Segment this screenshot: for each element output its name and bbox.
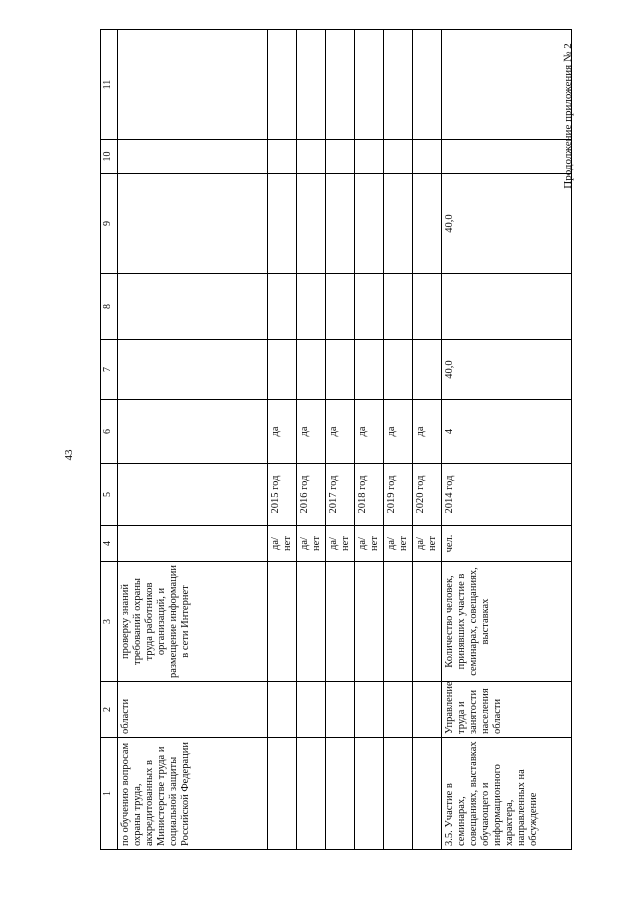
executor-text bbox=[384, 682, 413, 738]
value-cell bbox=[297, 30, 326, 140]
year-cell: 2018 год bbox=[355, 464, 384, 526]
measure-text: по обучению вопросам охраны труда, аккредитованных в Министерстве труда и социальной защиты Российской Федерации bbox=[118, 738, 268, 850]
value-cell: 40,0 bbox=[442, 340, 572, 400]
indicator-text bbox=[413, 562, 442, 682]
measure-text bbox=[355, 738, 384, 850]
measure-text: 3.5. Участие в семинарах, совещаниях, выставках обучающего и информационного характера, направленных на обсуждение bbox=[442, 738, 572, 850]
value-cell bbox=[118, 400, 268, 464]
table-row bbox=[384, 30, 413, 850]
value-cell bbox=[384, 340, 413, 400]
value-cell bbox=[268, 30, 297, 140]
value-cell: да bbox=[297, 400, 326, 464]
value-cell: да bbox=[326, 400, 355, 464]
page-number: 43 bbox=[63, 449, 75, 461]
value-cell bbox=[326, 340, 355, 400]
measure-text bbox=[297, 738, 326, 850]
value-cell bbox=[413, 140, 442, 174]
value-cell bbox=[118, 174, 268, 274]
unit-cell: да/ нет bbox=[326, 526, 355, 562]
value-cell bbox=[118, 340, 268, 400]
value-cell bbox=[118, 140, 268, 174]
value-cell: да bbox=[384, 400, 413, 464]
value-cell bbox=[355, 274, 384, 340]
value-cell bbox=[297, 340, 326, 400]
value-cell bbox=[355, 340, 384, 400]
year-cell: 2020 год bbox=[413, 464, 442, 526]
value-cell bbox=[413, 174, 442, 274]
value-cell bbox=[442, 274, 572, 340]
year-cell: 2015 год bbox=[268, 464, 297, 526]
year-cell: 2017 год bbox=[326, 464, 355, 526]
indicator-text bbox=[268, 562, 297, 682]
year-cell bbox=[118, 464, 268, 526]
indicator-text bbox=[297, 562, 326, 682]
value-cell bbox=[326, 274, 355, 340]
unit-cell: да/ нет bbox=[268, 526, 297, 562]
column-number: 3 bbox=[101, 562, 118, 682]
unit-cell: да/ нет bbox=[413, 526, 442, 562]
unit-cell: да/ нет bbox=[384, 526, 413, 562]
value-cell bbox=[297, 174, 326, 274]
table-row bbox=[268, 30, 297, 850]
executor-text: области bbox=[118, 682, 268, 738]
measure-text bbox=[413, 738, 442, 850]
value-cell: 4 bbox=[442, 400, 572, 464]
value-cell bbox=[326, 30, 355, 140]
year-cell: 2014 год bbox=[442, 464, 572, 526]
value-cell: да bbox=[355, 400, 384, 464]
value-cell bbox=[326, 140, 355, 174]
column-number: 4 bbox=[101, 526, 118, 562]
value-cell bbox=[384, 30, 413, 140]
continuation-header: Продолжение приложения № 2 bbox=[562, 43, 574, 189]
executor-text bbox=[355, 682, 384, 738]
table-row bbox=[118, 30, 268, 850]
value-cell: 40,0 bbox=[442, 174, 572, 274]
column-number: 5 bbox=[101, 464, 118, 526]
table-row bbox=[326, 30, 355, 850]
indicator-text bbox=[384, 562, 413, 682]
indicator-text bbox=[355, 562, 384, 682]
value-cell bbox=[355, 140, 384, 174]
unit-cell: да/ нет bbox=[355, 526, 384, 562]
executor-text bbox=[326, 682, 355, 738]
column-number: 7 bbox=[101, 340, 118, 400]
value-cell bbox=[268, 140, 297, 174]
value-cell bbox=[297, 274, 326, 340]
table-row bbox=[355, 30, 384, 850]
column-number: 6 bbox=[101, 400, 118, 464]
value-cell bbox=[355, 174, 384, 274]
column-number: 1 bbox=[101, 738, 118, 850]
executor-text bbox=[297, 682, 326, 738]
year-cell: 2016 год bbox=[297, 464, 326, 526]
indicator-text bbox=[326, 562, 355, 682]
indicator-text: проверку знаний требований охраны труда работников организаций, и размещение информации в сети Интернет bbox=[118, 562, 268, 682]
value-cell bbox=[297, 140, 326, 174]
column-number: 11 bbox=[101, 30, 118, 140]
value-cell bbox=[384, 274, 413, 340]
executor-text bbox=[268, 682, 297, 738]
value-cell: да bbox=[413, 400, 442, 464]
value-cell bbox=[326, 174, 355, 274]
measure-text bbox=[384, 738, 413, 850]
value-cell bbox=[355, 30, 384, 140]
indicator-text: Количество человек, принявших участие в семинарах, совещаниях, выставках bbox=[442, 562, 572, 682]
value-cell: да bbox=[268, 400, 297, 464]
unit-cell: чел. bbox=[442, 526, 572, 562]
value-cell bbox=[384, 174, 413, 274]
column-number: 10 bbox=[101, 140, 118, 174]
value-cell bbox=[268, 274, 297, 340]
value-cell bbox=[413, 30, 442, 140]
table-row bbox=[297, 30, 326, 850]
unit-cell bbox=[118, 526, 268, 562]
value-cell bbox=[118, 30, 268, 140]
executor-text bbox=[413, 682, 442, 738]
value-cell bbox=[268, 340, 297, 400]
measure-text bbox=[326, 738, 355, 850]
column-number-row bbox=[101, 30, 118, 850]
value-cell bbox=[118, 274, 268, 340]
unit-cell: да/ нет bbox=[297, 526, 326, 562]
appendix-table bbox=[100, 30, 572, 850]
table-row bbox=[413, 30, 442, 850]
value-cell bbox=[268, 174, 297, 274]
table-row bbox=[442, 30, 572, 850]
column-number: 2 bbox=[101, 682, 118, 738]
column-number: 8 bbox=[101, 274, 118, 340]
value-cell bbox=[384, 140, 413, 174]
value-cell bbox=[413, 340, 442, 400]
value-cell bbox=[413, 274, 442, 340]
year-cell: 2019 год bbox=[384, 464, 413, 526]
value-cell bbox=[442, 140, 572, 174]
executor-text: Управление труда и занятости населения области bbox=[442, 682, 572, 738]
column-number: 9 bbox=[101, 174, 118, 274]
measure-text bbox=[268, 738, 297, 850]
value-cell bbox=[442, 30, 572, 140]
